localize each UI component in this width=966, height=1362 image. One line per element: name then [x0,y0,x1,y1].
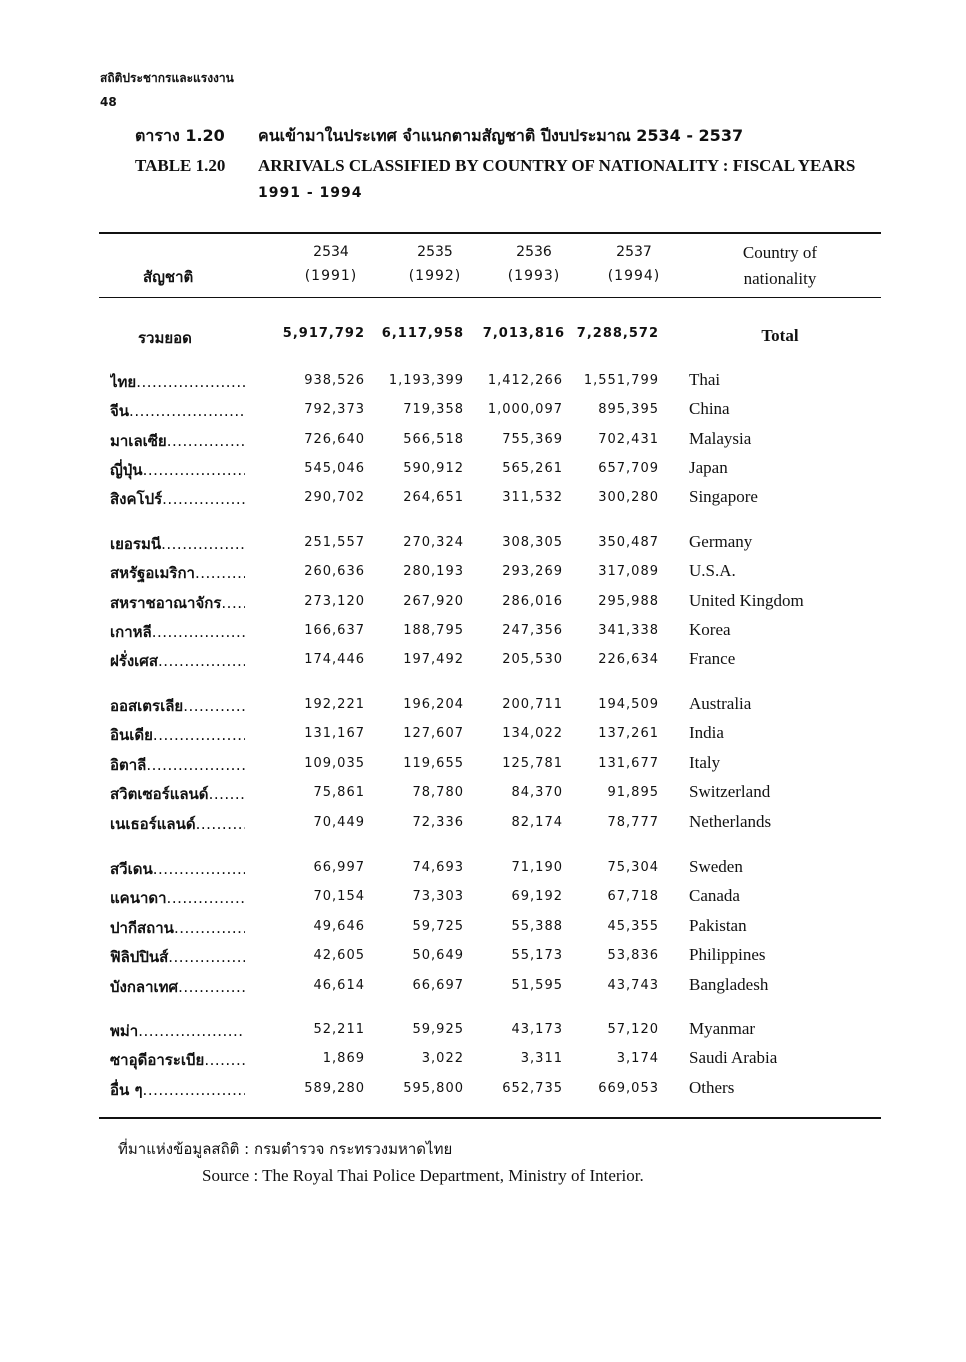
arrivals-value: 247,356 [502,623,563,638]
arrivals-value: 66,697 [412,978,464,993]
table-title-english-text: ARRIVALS CLASSIFIED BY COUNTRY OF NATIONALITY : FISCAL YEARS [258,156,856,175]
arrivals-value: 260,636 [304,564,365,579]
arrivals-value: 290,702 [304,490,365,505]
book-title: สถิติประชากรและแรงงาน [100,71,234,85]
arrivals-value: 589,280 [304,1081,365,1096]
table-row [0,1019,966,1043]
nationality-thai: ซาอุดีอาระเบีย ..... [110,1048,245,1072]
arrivals-value: 137,261 [598,726,659,741]
nationality-thai: มาเลเซีย ..... [110,429,245,453]
arrivals-value: 3,311 [520,1051,563,1066]
table-row [0,694,966,718]
column-header-english-line2: nationality [743,269,817,288]
total-label-english: Total [761,326,799,345]
column-header-year [380,244,490,284]
arrivals-value: 69,192 [511,889,563,904]
arrivals-value: 50,649 [412,948,464,963]
table-row [0,782,966,806]
nationality-thai: ญี่ปุ่น ..... [110,458,245,482]
arrivals-value: 565,261 [502,461,563,476]
column-header-year [579,244,689,284]
table-row [0,487,966,511]
nationality-english: India [689,723,724,742]
page-number: 48 [100,95,117,109]
nationality-thai: บังกลาเทศ ..... [110,975,245,999]
nationality-thai: สวีเดน ..... [110,857,245,881]
arrivals-value: 205,530 [502,652,563,667]
source-note-english: Source : The Royal Thai Police Department, Ministry of Interior. [202,1166,644,1185]
table-top-rule [99,232,881,234]
nationality-thai: เกาหลี ..... [110,620,245,644]
arrivals-value: 67,718 [607,889,659,904]
year-be: 2534 [313,244,349,260]
nationality-thai: อื่น ๆ ..... [110,1078,245,1102]
nationality-thai: จีน ..... [110,399,245,423]
nationality-english: Switzerland [689,782,771,801]
arrivals-value: 46,614 [313,978,365,993]
nationality-thai: ปากีสถาน ..... [110,916,245,940]
arrivals-value: 350,487 [598,535,659,550]
nationality-english: Others [689,1078,735,1097]
table-row [0,723,966,747]
table-row [0,753,966,777]
nationality-english: Bangladesh [689,975,769,994]
nationality-thai: สหรัฐอเมริกา ..... [110,561,245,585]
total-label-thai: รวมยอด [138,329,192,347]
arrivals-value: 895,395 [598,402,659,417]
table-row [0,370,966,394]
table-row [0,458,966,482]
nationality-english: France [689,649,736,668]
arrivals-value: 295,988 [598,594,659,609]
arrivals-value: 652,735 [502,1081,563,1096]
arrivals-value: 197,492 [403,652,464,667]
nationality-thai: สิงคโปร์ ..... [110,487,245,511]
table-row [0,916,966,940]
arrivals-value: 131,677 [598,756,659,771]
arrivals-value: 127,607 [403,726,464,741]
table-title-english [135,156,855,176]
arrivals-value: 755,369 [502,432,563,447]
table-row [0,812,966,836]
nationality-thai: สวิตเซอร์แลนด์ ..... [110,782,245,806]
year-ce: (1994) [607,268,661,284]
arrivals-value: 131,167 [304,726,365,741]
table-row [0,1048,966,1072]
nationality-thai: เยอรมนี ..... [110,532,245,556]
table-header-rule [99,297,881,298]
nationality-english: Singapore [689,487,758,506]
nationality-english: Malaysia [689,429,752,448]
table-title-thai [135,124,743,149]
arrivals-value: 317,089 [598,564,659,579]
nationality-english: Saudi Arabia [689,1048,778,1067]
nationality-thai: แคนาดา ..... [110,886,245,910]
arrivals-value: 51,595 [511,978,563,993]
total-value: 7,288,572 [576,326,659,341]
arrivals-value: 293,269 [502,564,563,579]
arrivals-value: 3,022 [421,1051,464,1066]
column-header-english-line1: Country of [742,243,818,262]
arrivals-value: 55,388 [511,919,563,934]
arrivals-value: 267,920 [403,594,464,609]
arrivals-value: 71,190 [511,860,563,875]
arrivals-value: 792,373 [304,402,365,417]
arrivals-value: 52,211 [313,1022,365,1037]
year-ce: (1992) [408,268,462,284]
arrivals-value: 308,305 [502,535,563,550]
nationality-english: U.S.A. [689,561,736,580]
total-row [0,326,966,350]
arrivals-value: 59,925 [412,1022,464,1037]
nationality-thai: ออสเตรเลีย ..... [110,694,245,718]
table-title-thai-text: คนเข้ามาในประเทศ จำแนกตามสัญชาติ ปีงบประมาณ 2534 - 2537 [258,126,744,145]
nationality-english: Italy [689,753,721,772]
arrivals-value: 566,518 [403,432,464,447]
nationality-english: Korea [689,620,731,639]
nationality-thai: ไทย ..... [110,370,245,394]
arrivals-value: 595,800 [403,1081,464,1096]
table-row [0,399,966,423]
nationality-english: Philippines [689,945,766,964]
arrivals-value: 70,449 [313,815,365,830]
year-ce: (1993) [507,268,561,284]
arrivals-value: 590,912 [403,461,464,476]
arrivals-value: 300,280 [598,490,659,505]
table-bottom-rule [99,1117,881,1119]
nationality-thai: อินเดีย ..... [110,723,245,747]
table-row [0,649,966,673]
column-header-year [479,244,589,284]
arrivals-value: 74,693 [412,860,464,875]
arrivals-value: 341,338 [598,623,659,638]
total-value: 7,013,816 [482,326,565,341]
nationality-english: Myanmar [689,1019,756,1038]
table-label-thai: ตาราง 1.20 [135,126,225,145]
arrivals-value: 42,605 [313,948,365,963]
nationality-english: Sweden [689,857,743,876]
nationality-english: Germany [689,532,753,551]
table-row [0,857,966,881]
total-value: 5,917,792 [282,326,365,341]
arrivals-value: 1,000,097 [487,402,563,417]
arrivals-value: 70,154 [313,889,365,904]
column-header-english [690,240,870,292]
arrivals-value: 1,412,266 [487,373,563,388]
nationality-thai: พม่า ..... [110,1019,245,1043]
table-row [0,620,966,644]
arrivals-value: 166,637 [304,623,365,638]
table-title-years: 1991 - 1994 [258,185,363,201]
nationality-english: Australia [689,694,752,713]
arrivals-value: 311,532 [502,490,563,505]
arrivals-value: 55,173 [511,948,563,963]
arrivals-value: 280,193 [403,564,464,579]
arrivals-value: 119,655 [403,756,464,771]
arrivals-value: 702,431 [598,432,659,447]
year-be: 2537 [616,244,652,260]
arrivals-value: 45,355 [607,919,659,934]
nationality-english: Thai [689,370,721,389]
arrivals-value: 73,303 [412,889,464,904]
arrivals-value: 286,016 [502,594,563,609]
arrivals-value: 938,526 [304,373,365,388]
arrivals-value: 719,358 [403,402,464,417]
arrivals-value: 43,173 [511,1022,563,1037]
nationality-english: Netherlands [689,812,772,831]
nationality-english: Japan [689,458,728,477]
arrivals-value: 53,836 [607,948,659,963]
arrivals-value: 134,022 [502,726,563,741]
arrivals-value: 726,640 [304,432,365,447]
nationality-english: Pakistan [689,916,747,935]
arrivals-value: 72,336 [412,815,464,830]
nationality-thai: เนเธอร์แลนด์ ..... [110,812,245,836]
nationality-english: United Kingdom [689,591,804,610]
arrivals-value: 270,324 [403,535,464,550]
arrivals-value: 1,193,399 [388,373,464,388]
year-ce: (1991) [304,268,358,284]
arrivals-value: 78,780 [412,785,464,800]
arrivals-value: 194,509 [598,697,659,712]
arrivals-value: 43,743 [607,978,659,993]
table-row [0,886,966,910]
arrivals-value: 78,777 [607,815,659,830]
total-value: 6,117,958 [381,326,464,341]
table-row [0,591,966,615]
arrivals-value: 657,709 [598,461,659,476]
nationality-thai: อิตาลี ..... [110,753,245,777]
year-be: 2535 [417,244,453,260]
table-row [0,532,966,556]
arrivals-value: 174,446 [304,652,365,667]
column-header-thai: สัญชาติ [143,268,194,286]
table-row [0,975,966,999]
arrivals-value: 188,795 [403,623,464,638]
year-be: 2536 [516,244,552,260]
arrivals-value: 75,304 [607,860,659,875]
table-label-english: TABLE 1.20 [135,156,226,175]
nationality-thai: สหราชอาณาจักร ..... [110,591,245,615]
arrivals-value: 125,781 [502,756,563,771]
arrivals-value: 192,221 [304,697,365,712]
arrivals-value: 84,370 [511,785,563,800]
arrivals-value: 91,895 [607,785,659,800]
arrivals-value: 545,046 [304,461,365,476]
arrivals-value: 196,204 [403,697,464,712]
nationality-english: Canada [689,886,740,905]
arrivals-value: 3,174 [616,1051,659,1066]
arrivals-value: 200,711 [502,697,563,712]
arrivals-value: 226,634 [598,652,659,667]
column-header-year [276,244,386,284]
arrivals-value: 669,053 [598,1081,659,1096]
arrivals-value: 66,997 [313,860,365,875]
arrivals-value: 75,861 [313,785,365,800]
table-row [0,1078,966,1102]
table-row [0,945,966,969]
arrivals-value: 109,035 [304,756,365,771]
arrivals-value: 82,174 [511,815,563,830]
arrivals-value: 264,651 [403,490,464,505]
arrivals-value: 251,557 [304,535,365,550]
arrivals-value: 1,551,799 [583,373,659,388]
table-row [0,561,966,585]
arrivals-value: 273,120 [304,594,365,609]
arrivals-value: 57,120 [607,1022,659,1037]
source-note-thai: ที่มาแห่งข้อมูลสถิติ : กรมตำรวจ กระทรวงมหาดไทย [118,1140,453,1158]
arrivals-value: 59,725 [412,919,464,934]
table-row [0,429,966,453]
arrivals-value: 1,869 [322,1051,365,1066]
arrivals-value: 49,646 [313,919,365,934]
nationality-thai: ฟิลิปปินส์ ..... [110,945,245,969]
nationality-thai: ฝรั่งเศส ..... [110,649,245,673]
nationality-english: China [689,399,730,418]
